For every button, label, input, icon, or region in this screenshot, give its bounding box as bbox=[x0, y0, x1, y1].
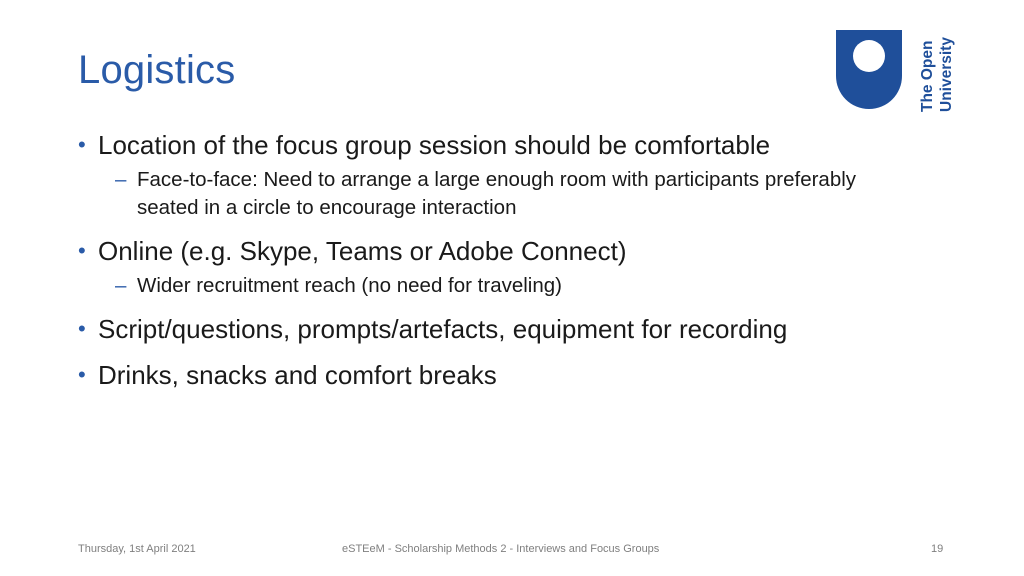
bullet-dot-icon: • bbox=[78, 132, 86, 157]
bullet-item bbox=[78, 312, 878, 346]
sub-bullet-text: Wider recruitment reach (no need for traveling) bbox=[137, 274, 562, 297]
footer-title: eSTEeM - Scholarship Methods 2 - Interviews and Focus Groups bbox=[342, 543, 660, 555]
sub-bullet-item bbox=[78, 272, 878, 300]
bullet-dot-icon: • bbox=[78, 362, 86, 387]
bullet-text: Script/questions, prompts/artefacts, equipment for recording bbox=[98, 314, 788, 344]
slide-number: 19 bbox=[931, 543, 944, 555]
sub-bullet-text: Face-to-face: Need to arrange a large enough room with participants preferably seated in a circle to encourage interaction bbox=[137, 168, 857, 219]
logo-text-line-1: The Open bbox=[919, 40, 936, 112]
logo-text-line-2: University bbox=[938, 37, 955, 112]
bullet-text: Online (e.g. Skype, Teams or Adobe Connect) bbox=[98, 236, 627, 266]
bullet-dot-icon: • bbox=[78, 238, 86, 263]
bullet-list bbox=[78, 128, 878, 392]
bullet-dot-icon: • bbox=[78, 316, 86, 341]
dash-icon: – bbox=[115, 168, 127, 191]
bullet-item bbox=[78, 128, 878, 162]
bullet-text: Location of the focus group session should be comfortable bbox=[98, 130, 771, 160]
open-university-logo bbox=[834, 28, 958, 114]
bullet-item bbox=[78, 358, 878, 392]
bullet-item bbox=[78, 234, 878, 268]
dash-icon: – bbox=[115, 274, 127, 297]
slide-title: Logistics bbox=[78, 48, 236, 92]
footer-date: Thursday, 1st April 2021 bbox=[78, 543, 196, 555]
bullet-text: Drinks, snacks and comfort breaks bbox=[98, 360, 497, 390]
sub-bullet-item bbox=[78, 166, 878, 222]
